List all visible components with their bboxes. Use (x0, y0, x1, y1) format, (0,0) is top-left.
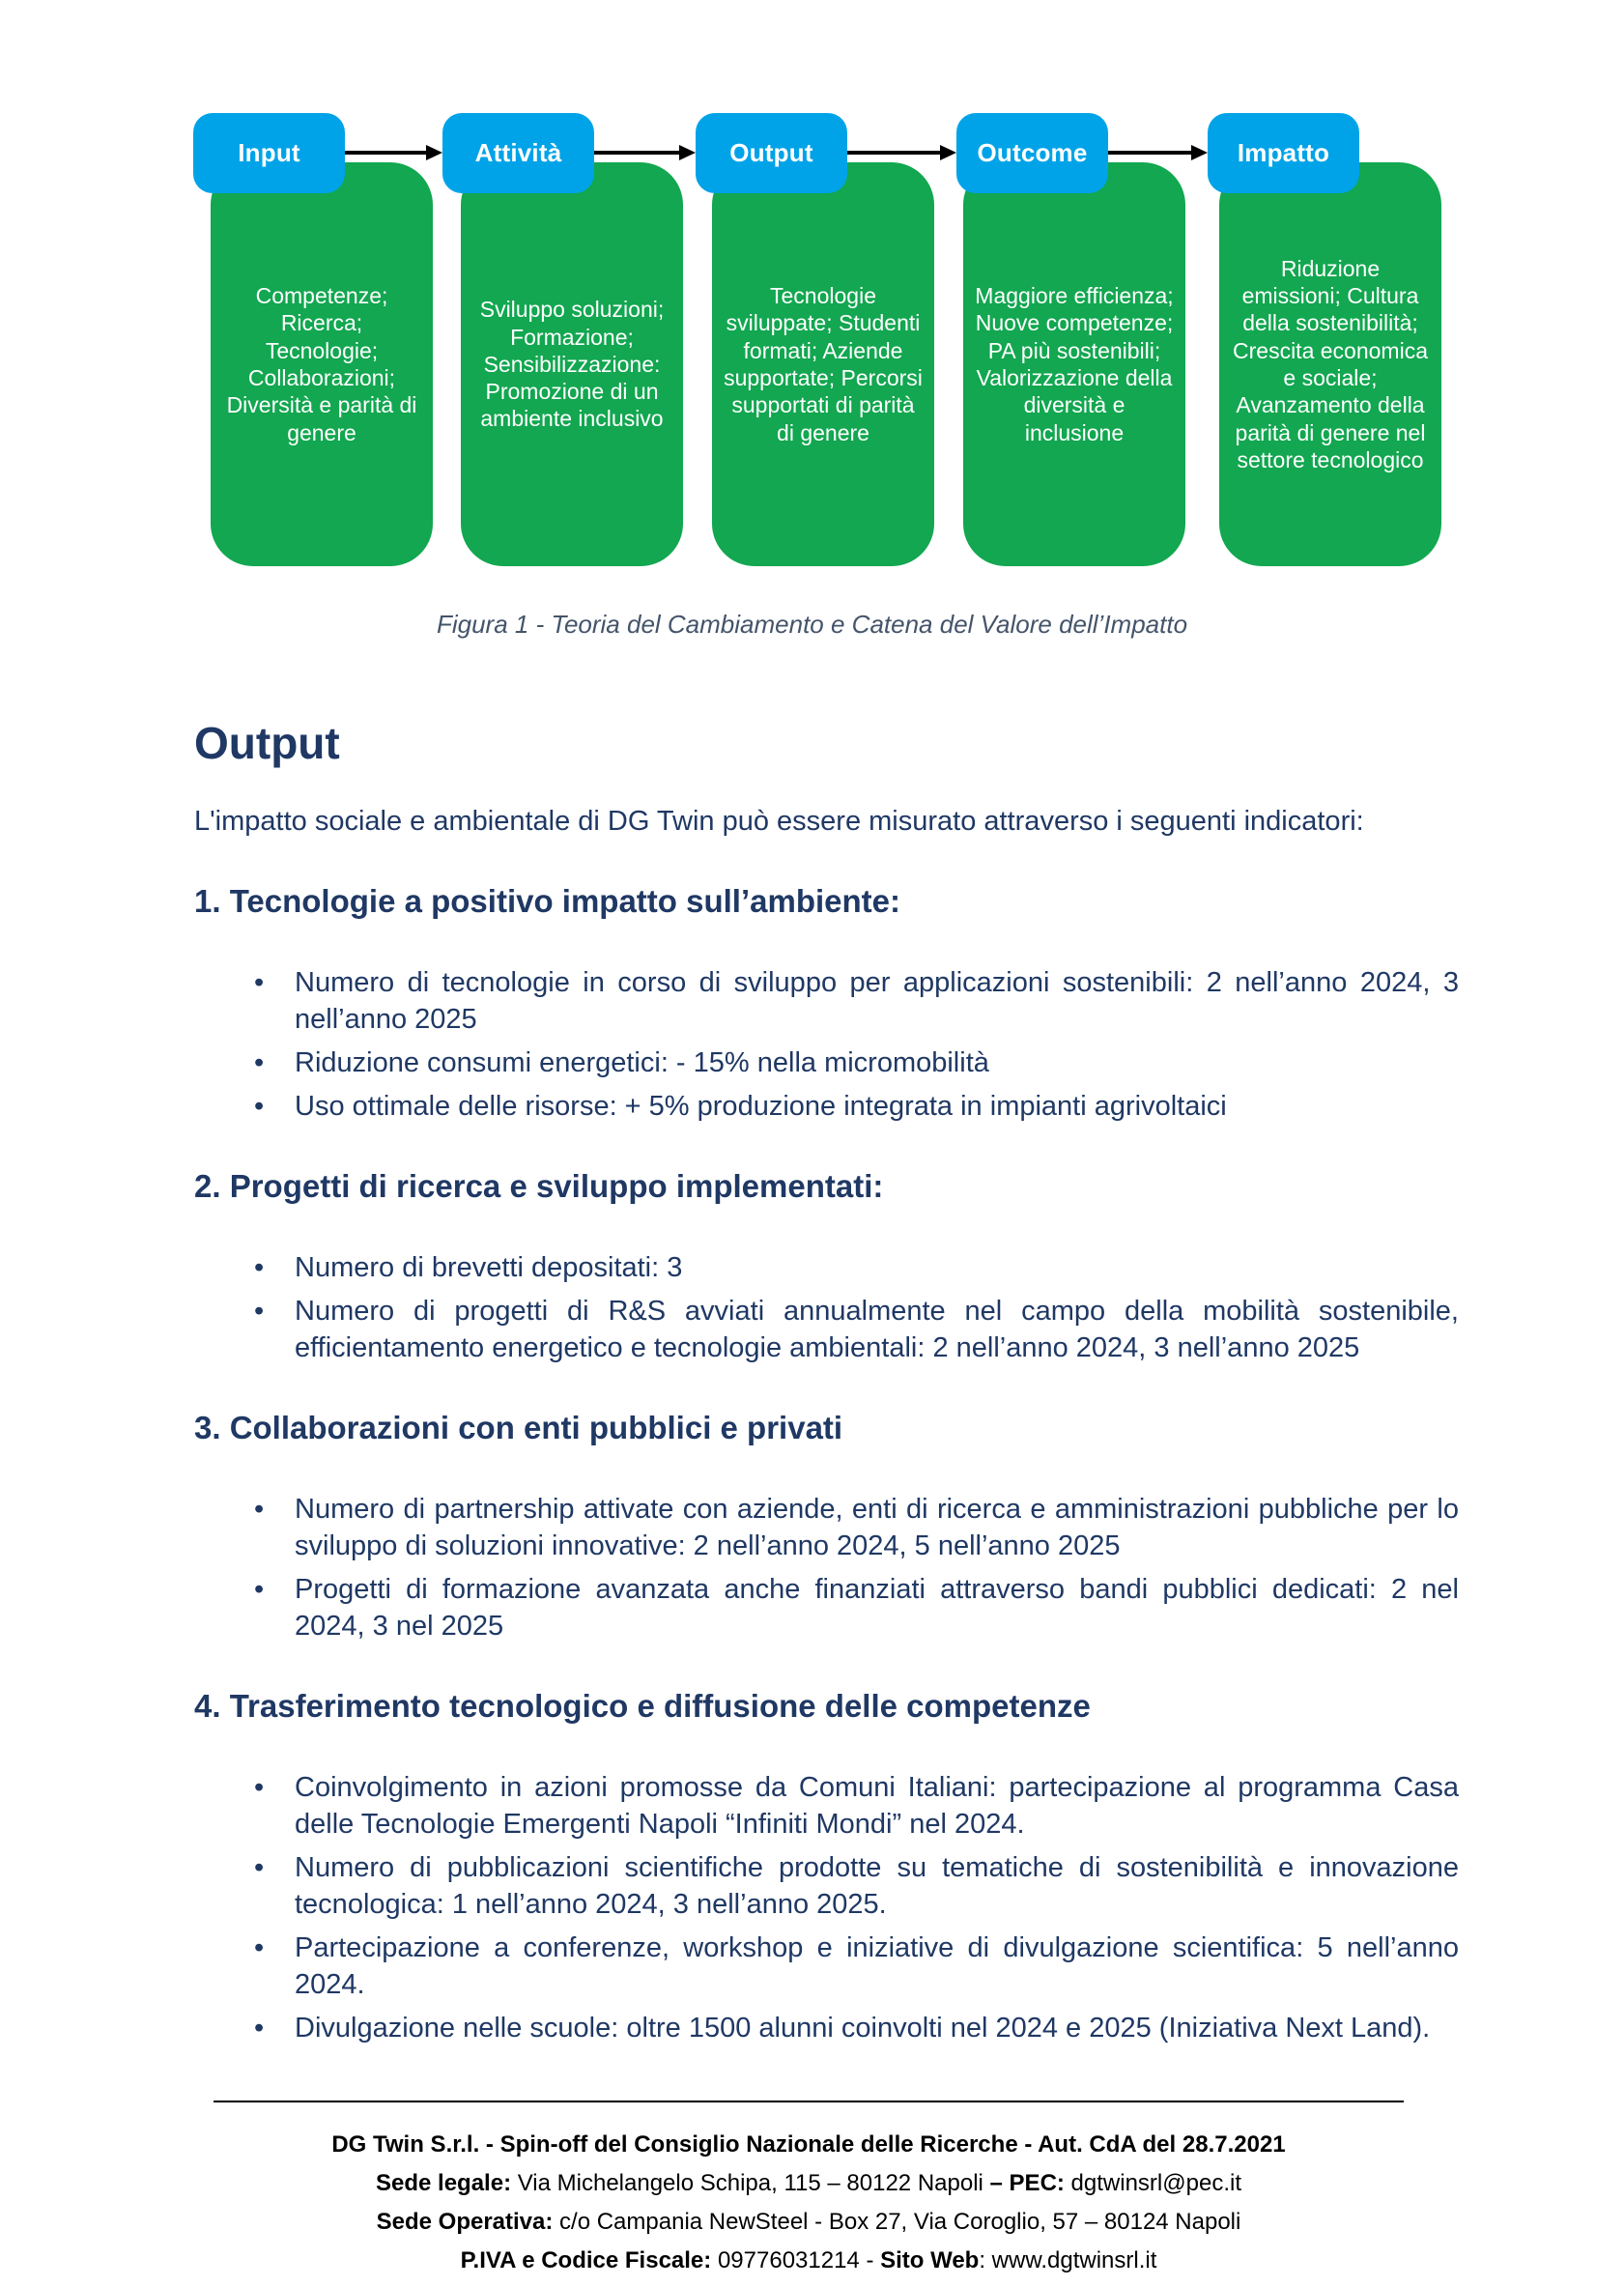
stage-output-header: Output (696, 113, 847, 193)
stage-outcome-header: Outcome (956, 113, 1108, 193)
list-item-text: Riduzione consumi energetici: - 15% nella micromobilità (295, 1047, 989, 1078)
intro-paragraph: L'impatto sociale e ambientale di DG Twin può essere misurato attraverso i seguenti indicatori: (194, 806, 1364, 837)
list-item-text: Progetti di formazione avanzata anche finanziati attraverso bandi pubblici dedicati: 2 nel 2024, 3 nel 2025 (295, 1574, 1459, 1642)
bullet-icon: • (254, 1091, 265, 1122)
list-item (194, 1571, 1459, 1644)
footer-company-line (214, 2126, 1404, 2164)
list-item (194, 1769, 1459, 1843)
stage-output-body: Tecnologie sviluppate; Studenti formati; Aziende supportate; Percorsi supportati di parità di genere (712, 162, 934, 566)
section-2-bullets (194, 1249, 1459, 1366)
footer-website: : www.dgtwinsrl.it (979, 2247, 1157, 2273)
section-3-bullets (194, 1491, 1459, 1644)
flow-arrow-icon (1108, 143, 1208, 162)
list-item (194, 1849, 1459, 1923)
bullet-icon: • (254, 1047, 265, 1078)
list-item (194, 2010, 1459, 2046)
footer-label-sede-legale: Sede legale: (376, 2170, 512, 2196)
footer-operative-address: c/o Campania NewSteel - Box 27, Via Coroglio, 57 – 80124 Napoli (553, 2209, 1241, 2235)
bullet-icon: • (254, 967, 265, 998)
list-item-text: Uso ottimale delle risorse: + 5% produzione integrata in impianti agrivoltaici (295, 1091, 1227, 1122)
footer-company-name: DG Twin S.r.l. - Spin-off del Consiglio Nazionale delle Ricerche - Aut. CdA del 28.7.2021 (331, 2131, 1286, 2158)
footer-label-sede-operativa: Sede Operativa: (376, 2209, 554, 2235)
bullet-icon: • (254, 1252, 265, 1283)
list-item-text: Numero di progetti di R&S avviati annualmente nel campo della mobilità sostenibile, efficientamento energetico e tecnologie ambientali: 2 nell’anno 2024, 3 nell’anno 2025 (295, 1296, 1459, 1363)
section-heading-3: 3. Collaborazioni con enti pubblici e privati (194, 1410, 843, 1445)
list-item-text: Numero di brevetti depositati: 3 (295, 1252, 683, 1283)
bullet-icon: • (254, 2013, 265, 2044)
document-body (194, 718, 1459, 2046)
bullet-icon: • (254, 1932, 265, 1963)
footer-piva-number: 09776031214 - (711, 2247, 881, 2273)
list-item (194, 1044, 1459, 1081)
bullet-icon: • (254, 1772, 265, 1803)
footer-label-piva: P.IVA e Codice Fiscale: (460, 2247, 712, 2273)
bullet-icon: • (254, 1852, 265, 1883)
section-heading-2: 2. Progetti di ricerca e sviluppo implementati: (194, 1168, 884, 1204)
list-item-text: Numero di pubblicazioni scientifiche prodotte su tematiche di sostenibilità e innovazione tecnologica: 1 nell’anno 2024, 3 nell’anno 2025. (295, 1852, 1459, 1920)
section-heading-4: 4. Trasferimento tecnologico e diffusione delle competenze (194, 1688, 1091, 1724)
footer-legal-address: Via Michelangelo Schipa, 115 – 80122 Napoli (511, 2170, 990, 2196)
list-item-text: Divulgazione nelle scuole: oltre 1500 alunni coinvolti nel 2024 e 2025 (Iniziativa Next Land). (295, 2013, 1431, 2044)
page-title: Output (194, 718, 340, 768)
list-item (194, 1930, 1459, 2003)
stage-attivita-body: Sviluppo soluzioni; Formazione; Sensibilizzazione: Promozione di un ambiente inclusivo (461, 162, 683, 566)
stage-input-body: Competenze; Ricerca; Tecnologie; Collaborazioni; Diversità e parità di genere (211, 162, 433, 566)
list-item (194, 1293, 1459, 1366)
footer-operative-address-line (214, 2203, 1404, 2242)
flow-arrow-icon (847, 143, 956, 162)
stage-input-header: Input (193, 113, 345, 193)
bullet-icon: • (254, 1296, 265, 1327)
footer-label-sito-web: Sito Web (880, 2247, 980, 2273)
footer-pec-address: dgtwinsrl@pec.it (1064, 2170, 1241, 2196)
list-item (194, 1491, 1459, 1564)
flow-arrow-icon (594, 143, 696, 162)
section-heading-1: 1. Tecnologie a positivo impatto sull’ambiente: (194, 883, 900, 919)
page-footer (214, 2101, 1404, 2280)
list-item (194, 964, 1459, 1038)
stage-outcome-body: Maggiore efficienza; Nuove competenze; PA più sostenibili; Valorizzazione della diversità e inclusione (963, 162, 1185, 566)
list-item-text: Numero di partnership attivate con aziende, enti di ricerca e amministrazioni pubbliche per lo sviluppo di soluzioni innovative: 2 nell’anno 2024, 5 nell’anno 2025 (295, 1494, 1459, 1561)
stage-attivita-header: Attività (442, 113, 594, 193)
list-item-text: Partecipazione a conferenze, workshop e iniziative di divulgazione scientifica: 5 nell’anno 2024. (295, 1932, 1459, 2000)
figure-caption: Figura 1 - Teoria del Cambiamento e Catena del Valore dell’Impatto (436, 610, 1188, 639)
bullet-icon: • (254, 1494, 265, 1525)
footer-legal-address-line (214, 2164, 1404, 2203)
section-4-bullets (194, 1769, 1459, 2046)
stage-impatto-body: Riduzione emissioni; Cultura della sostenibilità; Crescita economica e sociale; Avanzamento della parità di genere nel settore tecnologico (1219, 162, 1441, 566)
list-item-text: Coinvolgimento in azioni promosse da Comuni Italiani: partecipazione al programma Casa delle Tecnologie Emergenti Napoli “Infiniti Mondi” nel 2024. (295, 1772, 1459, 1840)
section-1-bullets (194, 964, 1459, 1125)
list-item-text: Numero di tecnologie in corso di sviluppo per applicazioni sostenibili: 2 nell’anno 2024, 3 nell’anno 2025 (295, 967, 1459, 1035)
list-item (194, 1249, 1459, 1286)
list-item (194, 1088, 1459, 1125)
theory-of-change-diagram (0, 0, 1624, 594)
stage-impatto-header: Impatto (1208, 113, 1359, 193)
footer-vat-line (214, 2242, 1404, 2280)
flow-arrow-icon (345, 143, 442, 162)
footer-label-pec: – PEC: (989, 2170, 1065, 2196)
bullet-icon: • (254, 1574, 265, 1605)
